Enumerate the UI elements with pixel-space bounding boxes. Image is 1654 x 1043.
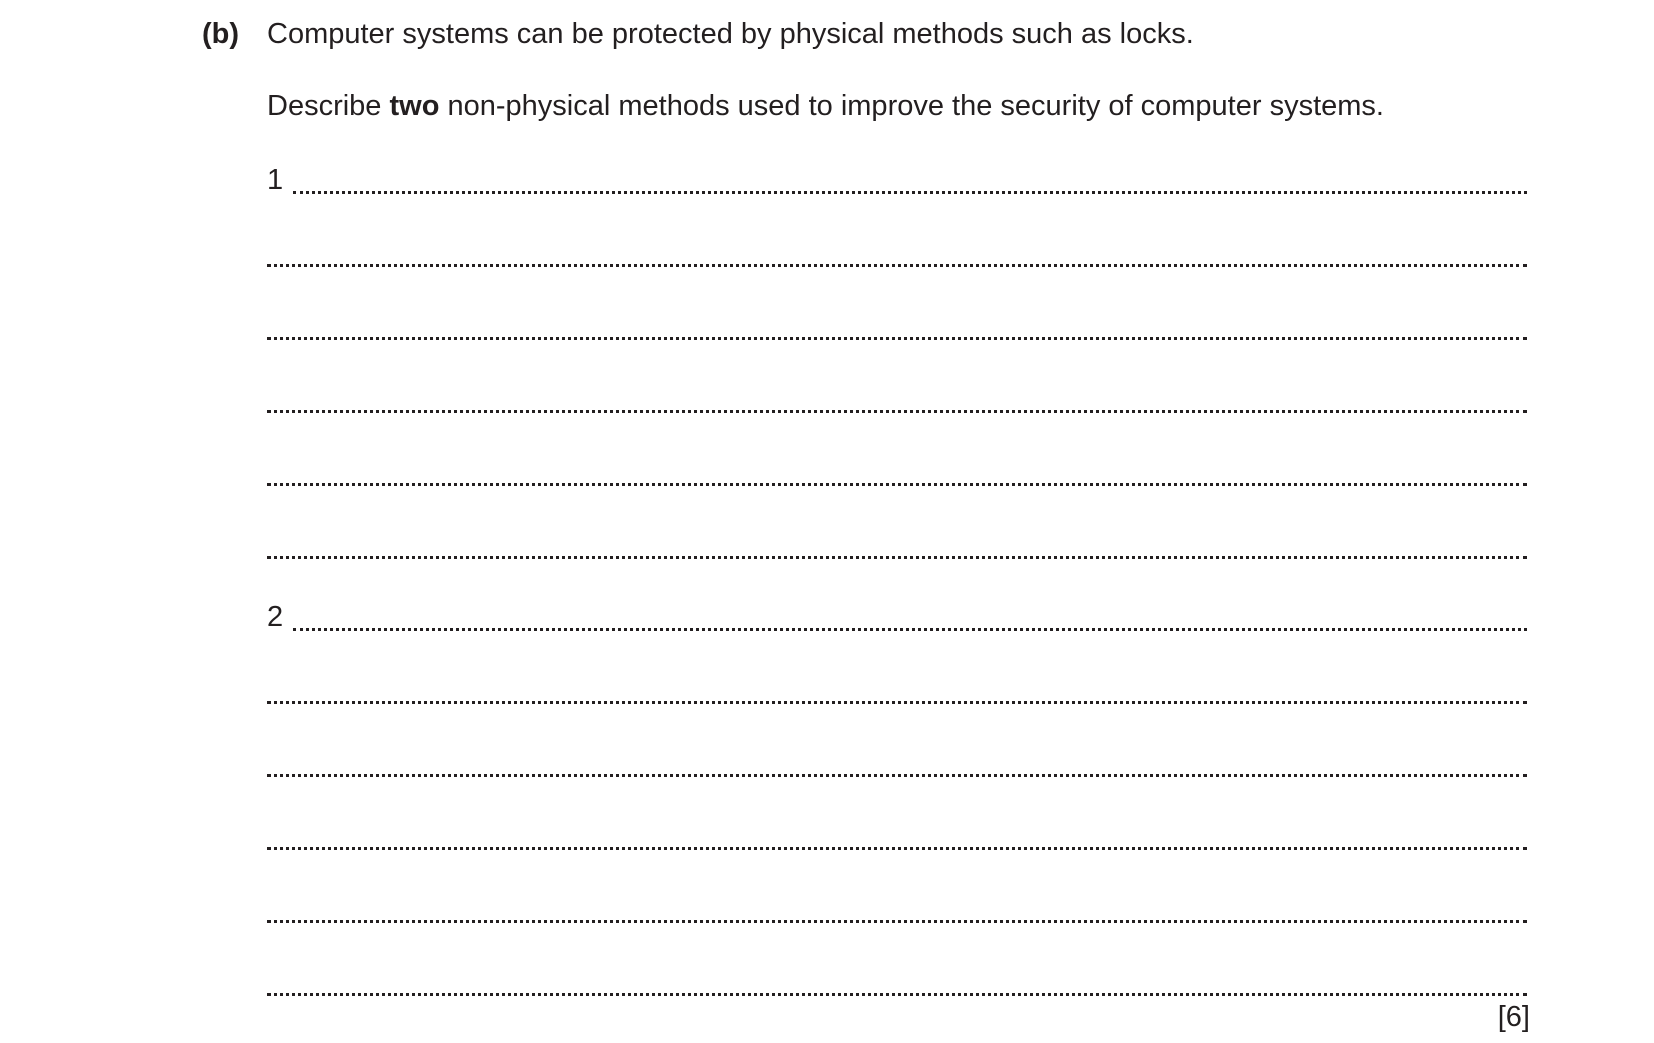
part-label: (b) [202, 18, 240, 50]
answer-2-line-3[interactable] [267, 743, 1527, 783]
marks-allocation: [6] [1497, 1001, 1530, 1033]
instruction-emphasis: two [389, 90, 440, 122]
answer-1-line-6[interactable] [267, 525, 1527, 565]
dotted-rule [267, 993, 1527, 996]
answer-1-line-1[interactable] [267, 160, 1527, 200]
instruction-text-start: Describe [267, 90, 390, 122]
dotted-rule [267, 920, 1527, 923]
dotted-rule [267, 337, 1527, 340]
answer-2-line-1[interactable] [267, 597, 1527, 637]
answer-2-line-2[interactable] [267, 670, 1527, 710]
answer-2-line-5[interactable] [267, 889, 1527, 929]
answer-1-line-3[interactable] [267, 306, 1527, 346]
dotted-rule [267, 483, 1527, 486]
question-intro: Computer systems can be protected by physical methods such as locks. [267, 18, 1194, 50]
dotted-rule [293, 191, 1527, 194]
dotted-rule [293, 628, 1527, 631]
answer-2-line-6[interactable] [267, 962, 1527, 1002]
dotted-rule [267, 701, 1527, 704]
dotted-rule [267, 847, 1527, 850]
dotted-rule [267, 410, 1527, 413]
answer-1-line-2[interactable] [267, 233, 1527, 273]
instruction-text-end: non-physical methods used to improve the security of computer systems. [439, 90, 1384, 122]
answer-2-line-4[interactable] [267, 816, 1527, 856]
answer-1-line-5[interactable] [267, 452, 1527, 492]
answer-1-line-4[interactable] [267, 379, 1527, 419]
dotted-rule [267, 774, 1527, 777]
question-instruction [267, 86, 1384, 126]
answer-1-number: 1 [267, 164, 284, 196]
dotted-rule [267, 264, 1527, 267]
dotted-rule [267, 556, 1527, 559]
answer-2-number: 2 [267, 601, 284, 633]
